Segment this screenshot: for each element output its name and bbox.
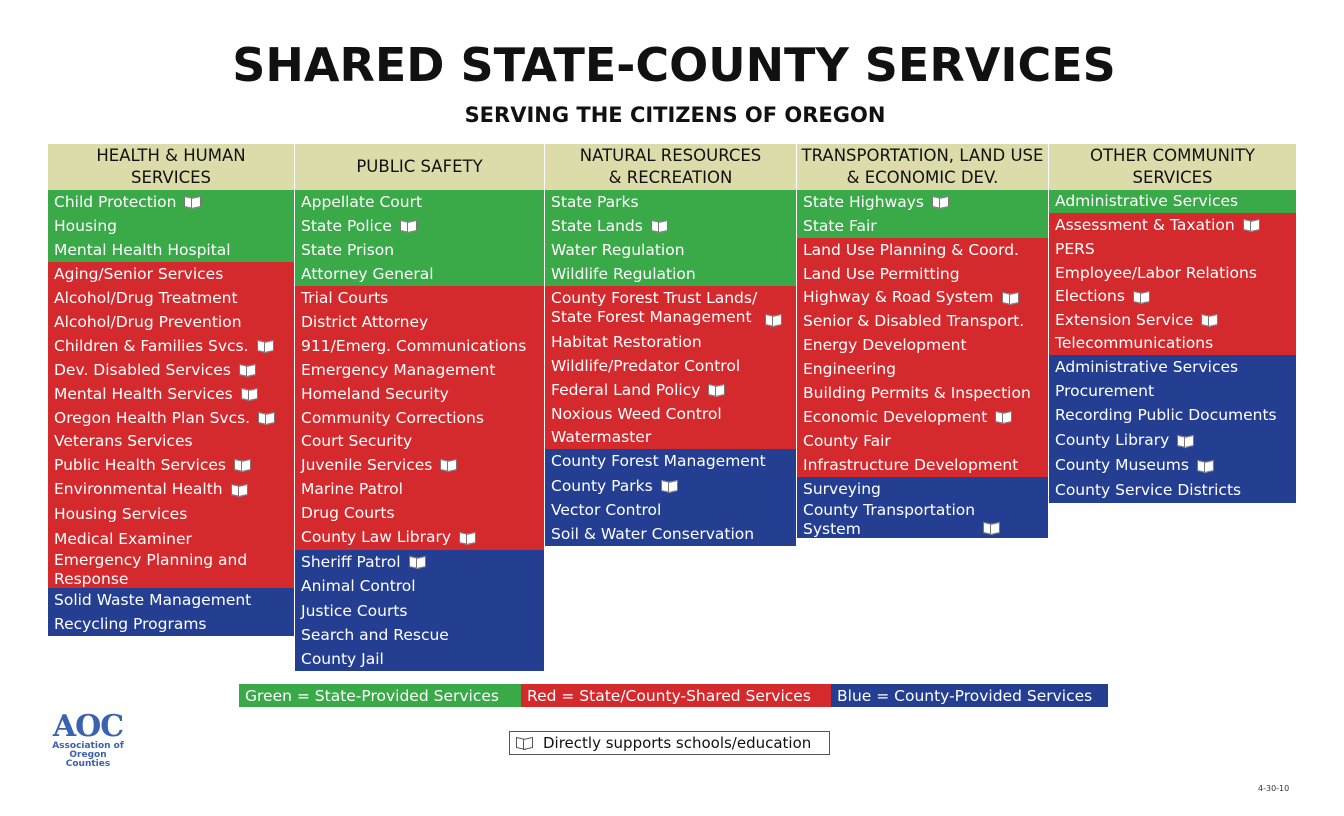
service-label: Community Corrections [301, 408, 484, 427]
service-label: Land Use Planning & Coord. [803, 240, 1019, 259]
service-label: Recording Public Documents [1055, 406, 1277, 424]
service-item [48, 214, 294, 238]
service-label: Medical Examiner [54, 530, 192, 548]
service-item [295, 358, 544, 382]
service-item [48, 453, 294, 477]
service-item [797, 309, 1048, 333]
service-item [48, 334, 294, 358]
book-key-label: Directly supports schools/education [543, 734, 812, 752]
service-label: Search and Rescue [301, 625, 449, 644]
column-header: TRANSPORTATION, LAND USE & ECONOMIC DEV. [797, 144, 1048, 190]
service-label: Animal Control [301, 577, 416, 595]
service-label: District Attorney [301, 312, 429, 331]
column-natural-resources [545, 144, 796, 546]
service-item [797, 333, 1048, 357]
service-item [545, 214, 796, 238]
service-label: Watermaster [551, 428, 652, 446]
service-item [48, 527, 294, 552]
service-label: Homeland Security [301, 384, 449, 403]
service-label: Land Use Permitting [803, 264, 960, 283]
service-item [48, 612, 294, 636]
service-item [48, 310, 294, 334]
service-label: County Service Districts [1055, 481, 1242, 499]
service-item [545, 190, 796, 214]
service-label: Housing [54, 216, 118, 235]
column-header: NATURAL RESOURCES & RECREATION [545, 144, 796, 190]
service-label: Employee/Labor Relations [1055, 263, 1257, 282]
service-label: County Museums [1055, 456, 1189, 474]
service-item [545, 449, 796, 474]
service-item [295, 501, 544, 525]
book-key [509, 731, 830, 755]
service-label: Aging/Senior Services [54, 264, 224, 283]
service-label: Solid Waste Management [54, 590, 252, 609]
service-label: Public Health Services [54, 455, 226, 474]
service-item [545, 262, 796, 286]
service-item [48, 190, 294, 214]
book-icon [409, 556, 426, 568]
service-label: Assessment & Taxation [1055, 215, 1235, 234]
service-item [545, 522, 796, 546]
service-label: State Parks [551, 192, 639, 211]
logo-line2: Oregon Counties [65, 750, 111, 769]
service-item [797, 477, 1048, 502]
service-item [48, 358, 294, 382]
book-icon [1243, 219, 1260, 231]
service-label: Drug Courts [301, 503, 395, 522]
service-item [545, 426, 796, 449]
service-label: Administrative Services [1055, 192, 1239, 210]
service-label: County Forest Trust Lands/ State Forest Management [551, 289, 758, 326]
service-item [1049, 379, 1296, 403]
service-item [295, 286, 544, 310]
book-icon [239, 364, 256, 376]
service-label: Alcohol/Drug Prevention [54, 312, 242, 331]
service-label: Highway & Road System [803, 288, 994, 306]
service-item [48, 588, 294, 612]
legend-blue: Blue = County-Provided Services [831, 684, 1108, 707]
book-icon [1133, 291, 1150, 303]
logo-acronym: AOC [52, 709, 124, 744]
book-icon [234, 459, 251, 471]
service-item [545, 330, 796, 354]
date-stamp: 4-30-10 [1258, 784, 1290, 793]
legend-red: Red = State/County-Shared Services [521, 684, 831, 707]
book-icon [708, 384, 725, 396]
service-item [48, 406, 294, 430]
book-icon [1002, 292, 1019, 304]
service-item [545, 402, 796, 426]
service-item [48, 382, 294, 406]
service-label: Elections [1055, 287, 1125, 305]
service-label: Mental Health Hospital [54, 240, 231, 259]
service-item [295, 334, 544, 358]
service-item [1049, 355, 1296, 379]
service-item [295, 190, 544, 214]
service-label: Alcohol/Drug Treatment [54, 288, 238, 307]
service-label: County Transportation System [803, 502, 976, 538]
service-item [545, 238, 796, 262]
legend-green: Green = State-Provided Services [239, 684, 521, 707]
book-icon [932, 196, 949, 208]
service-label: Surveying [803, 480, 881, 498]
service-label: Child Protection [54, 192, 177, 211]
service-label: Wildlife/Predator Control [551, 356, 741, 375]
service-label: Economic Development [803, 407, 988, 426]
service-item [48, 502, 294, 527]
book-icon [516, 737, 533, 749]
service-item [797, 381, 1048, 405]
book-icon [765, 314, 782, 326]
service-label: Juvenile Services [301, 455, 433, 474]
book-icon [231, 484, 248, 496]
service-label: Emergency Management [301, 360, 496, 379]
service-label: Water Regulation [551, 240, 685, 259]
service-label: County Jail [301, 649, 384, 668]
book-icon [184, 196, 201, 208]
book-icon [1201, 314, 1218, 326]
service-label: Noxious Weed Control [551, 404, 722, 423]
service-label: Habitat Restoration [551, 332, 702, 351]
column-health [48, 144, 294, 636]
service-item [1049, 213, 1296, 237]
aoc-logo [48, 709, 128, 769]
book-icon [257, 340, 274, 352]
logo-line1: Association of [52, 741, 124, 751]
service-label: Engineering [803, 359, 896, 378]
service-label: Emergency Planning and Response [54, 552, 248, 588]
book-icon [651, 220, 668, 232]
service-item [295, 214, 544, 238]
service-label: Soil & Water Conservation [551, 524, 755, 543]
service-item [295, 623, 544, 647]
service-item [295, 430, 544, 453]
service-item [295, 525, 544, 550]
service-item [295, 550, 544, 574]
service-label: Environmental Health [54, 480, 223, 498]
service-item [295, 406, 544, 430]
service-label: Recycling Programs [54, 614, 207, 633]
service-label: Senior & Disabled Transport. [803, 311, 1025, 330]
service-item [1049, 190, 1296, 213]
service-label: Court Security [301, 432, 413, 450]
book-icon [258, 412, 275, 424]
service-label: Mental Health Services [54, 384, 233, 403]
service-item [48, 286, 294, 310]
service-label: Appellate Court [301, 192, 423, 211]
service-item [1049, 332, 1296, 355]
service-item [545, 474, 796, 498]
service-item [797, 286, 1048, 309]
service-label: County Library [1055, 431, 1170, 449]
service-label: Infrastructure Development [803, 455, 1019, 474]
service-item [295, 262, 544, 286]
service-label: County Forest Management [551, 452, 766, 470]
service-label: County Fair [803, 431, 891, 450]
service-item [1049, 453, 1296, 478]
book-icon [983, 522, 1000, 534]
column-header: PUBLIC SAFETY [295, 144, 544, 190]
service-label: County Parks [551, 476, 653, 495]
service-item [797, 502, 1048, 538]
service-item [797, 429, 1048, 453]
book-icon [459, 532, 476, 544]
service-item [545, 378, 796, 402]
page-subtitle: SERVING THE CITIZENS OF OREGON [464, 103, 886, 127]
book-icon [400, 220, 417, 232]
service-label: Energy Development [803, 335, 967, 354]
service-label: Trial Courts [301, 288, 389, 307]
service-label: Housing Services [54, 505, 188, 523]
column-header: HEALTH & HUMAN SERVICES [48, 144, 294, 190]
service-label: Dev. Disabled Services [54, 360, 231, 379]
service-label: Sheriff Patrol [301, 552, 401, 571]
service-item [1049, 261, 1296, 285]
service-label: Administrative Services [1055, 357, 1239, 376]
service-item [1049, 285, 1296, 308]
service-item [295, 599, 544, 623]
book-icon [995, 411, 1012, 423]
service-label: Attorney General [301, 264, 434, 283]
column-other [1049, 144, 1296, 503]
service-label: Children & Families Svcs. [54, 336, 249, 355]
service-item [797, 190, 1048, 214]
service-item [797, 262, 1048, 286]
service-item [48, 262, 294, 286]
service-item [545, 354, 796, 378]
service-item [797, 238, 1048, 262]
service-item [48, 238, 294, 262]
page-title: SHARED STATE-COUNTY SERVICES [232, 38, 1116, 92]
service-item [797, 357, 1048, 381]
service-label: Telecommunications [1055, 334, 1214, 352]
service-item [1049, 237, 1296, 261]
book-icon [1197, 460, 1214, 472]
service-label: Wildlife Regulation [551, 264, 696, 283]
column-public-safety [295, 144, 544, 671]
service-item [545, 286, 796, 330]
service-label: County Law Library [301, 528, 452, 546]
service-label: Justice Courts [301, 601, 408, 620]
column-header: OTHER COMMUNITY SERVICES [1049, 144, 1296, 190]
service-label: Marine Patrol [301, 479, 403, 498]
service-label: State Fair [803, 216, 877, 235]
service-item [295, 453, 544, 477]
service-item [1049, 403, 1296, 428]
service-label: Building Permits & Inspection [803, 383, 1031, 402]
service-item [48, 477, 294, 502]
service-item [295, 310, 544, 334]
book-icon [1177, 435, 1194, 447]
service-item [1049, 428, 1296, 453]
service-label: State Police [301, 216, 392, 235]
service-label: PERS [1055, 239, 1095, 258]
service-label: Vector Control [551, 500, 662, 519]
service-item [1049, 308, 1296, 332]
service-item [295, 574, 544, 599]
service-label: Extension Service [1055, 310, 1194, 329]
service-item [295, 382, 544, 406]
service-item [295, 647, 544, 671]
service-item [797, 214, 1048, 238]
service-item [797, 405, 1048, 429]
service-label: Federal Land Policy [551, 380, 701, 399]
service-label: Oregon Health Plan Svcs. [54, 408, 251, 427]
service-item [545, 498, 796, 522]
service-item [48, 430, 294, 453]
service-label: State Lands [551, 216, 643, 235]
book-icon [661, 480, 678, 492]
column-transportation [797, 144, 1048, 538]
service-label: State Highways [803, 192, 925, 211]
book-icon [440, 459, 457, 471]
service-label: State Prison [301, 240, 395, 259]
service-item [1049, 478, 1296, 503]
service-label: Veterans Services [54, 432, 193, 450]
service-item [797, 453, 1048, 477]
service-label: Procurement [1055, 381, 1155, 400]
service-label: 911/Emerg. Communications [301, 336, 527, 355]
service-item [48, 552, 294, 588]
service-item [295, 477, 544, 501]
service-item [295, 238, 544, 262]
book-icon [241, 388, 258, 400]
